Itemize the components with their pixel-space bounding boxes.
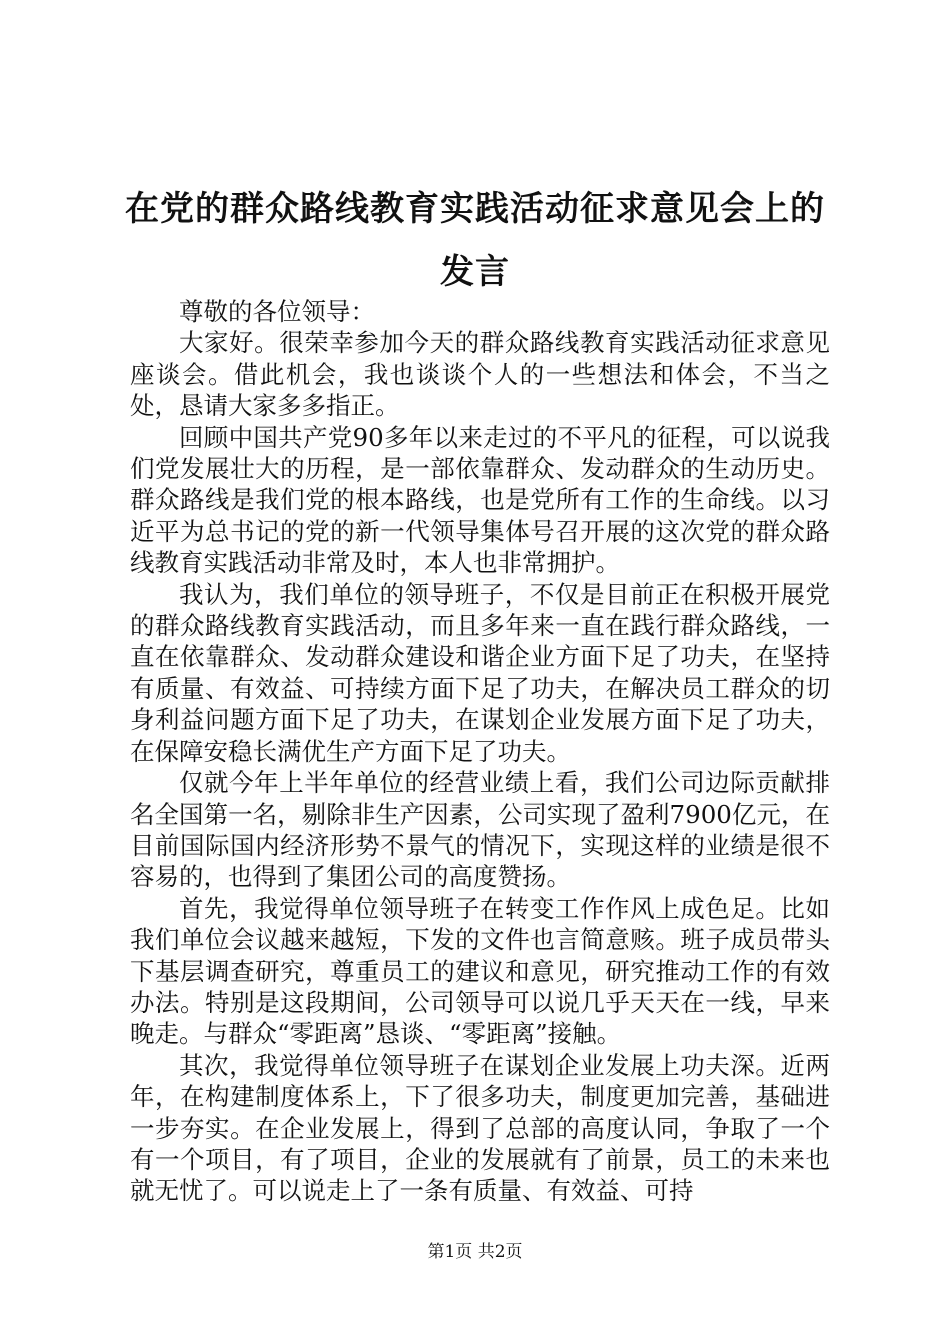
document-body [130, 296, 830, 1207]
salutation: 尊敬的各位领导： [179, 297, 375, 326]
body-paragraph: 我认为，我们单位的领导班子，不仅是目前正在积极开展党的群众路线教育实践活动，而且多年来一直在践行群众路线，一直在依靠群众、发动群众建设和谐企业方面下足了功夫，在坚持有质量、有效益、可持续方面下足了功夫，在解决员工群众的切身利益问题方面下足了功夫，在谋划企业发展方面下足了功夫，在保障安稳长满优生产方面下足了功夫。 [130, 579, 830, 766]
document-title-line-1: 在党的群众路线教育实践活动征求意见会上的 [125, 189, 825, 229]
body-paragraph: 首先，我觉得单位领导班子在转变工作作风上成色足。比如我们单位会议越来越短，下发的文件也言简意赅。班子成员带头下基层调查研究，尊重员工的建议和意见，研究推动工作的有效办法。特别是这段期间，公司领导可以说几乎天天在一线，早来晚走。与群众“零距离”恳谈、“零距离”接触。 [130, 893, 830, 1049]
body-paragraph: 仅就今年上半年单位的经营业绩上看，我们公司边际贡献排名全国第一名，剔除非生产因素，公司实现了盈利7900亿元，在目前国际国内经济形势不景气的情况下，实现这样的业绩是很不容易的，也得到了集团公司的高度赞扬。 [130, 768, 830, 892]
page-footer: 第1页 共2页 [427, 1242, 523, 1262]
body-paragraph: 大家好。很荣幸参加今天的群众路线教育实践活动征求意见座谈会。借此机会，我也谈谈个人的一些想法和体会，不当之处，恳请大家多多指正。 [130, 328, 830, 421]
document-title-line-2: 发言 [440, 252, 510, 292]
body-paragraph: 其次，我觉得单位领导班子在谋划企业发展上功夫深。近两年，在构建制度体系上，下了很多功夫，制度更加完善，基础进一步夯实。在企业发展上，得到了总部的高度认同，争取了一个有一个项目，有了项目，企业的发展就有了前景，员工的未来也就无忧了。可以说走上了一条有质量、有效益、可持 [130, 1050, 830, 1206]
body-paragraph: 回顾中国共产党90多年以来走过的不平凡的征程，可以说我们党发展壮大的历程，是一部依靠群众、发动群众的生动历史。群众路线是我们党的根本路线，也是党所有工作的生命线。以习近平为总书记的党的新一代领导集体号召开展的这次党的群众路线教育实践活动非常及时，本人也非常拥护。 [130, 422, 830, 578]
